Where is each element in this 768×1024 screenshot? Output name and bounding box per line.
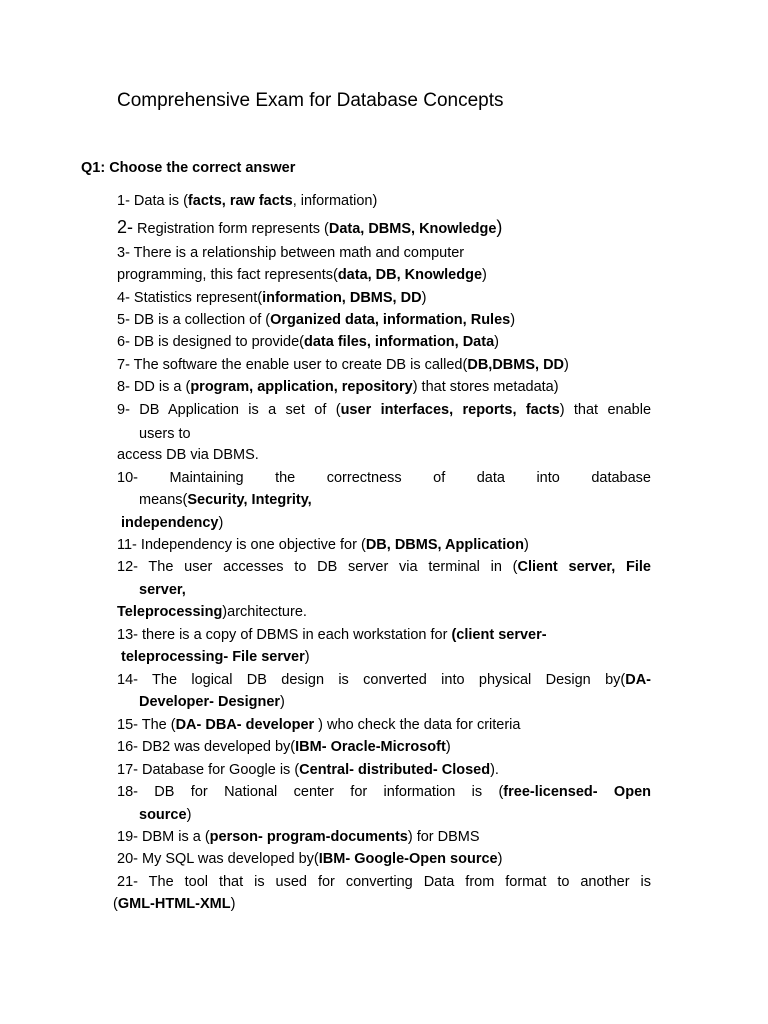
- line-text: ): [445, 739, 451, 755]
- question-line: [117, 469, 651, 487]
- question-line: [117, 446, 259, 464]
- line-text: 1- Data is (: [117, 193, 188, 209]
- question-line: [117, 738, 451, 756]
- answer-options: IBM- Oracle-Microsoft: [295, 739, 446, 755]
- question-line: [117, 536, 529, 554]
- answer-options: Organized data, information, Rules: [270, 312, 511, 328]
- line-text: ): [482, 267, 487, 283]
- line-text: 3- There is a relationship between math and computer: [117, 245, 465, 261]
- answer-options: DB, DBMS, Application: [365, 537, 524, 553]
- line-text: 18- DB for National center for information is (: [117, 784, 504, 800]
- line-text: 5- DB is a collection of (: [117, 312, 271, 328]
- line-text: ) who check the data for criteria: [314, 717, 521, 733]
- question-line: [117, 783, 651, 801]
- question-line: [117, 244, 464, 262]
- line-text: ): [523, 537, 529, 553]
- section-heading: Q1: Choose the correct answer: [81, 160, 296, 176]
- line-text: 20- My SQL was developed by(: [117, 851, 319, 867]
- answer-options: data, DB, Knowledge: [337, 267, 483, 283]
- question-line: [117, 626, 547, 644]
- answer-options: Client server, File: [517, 559, 651, 575]
- question-line: [113, 895, 235, 913]
- answer-options: Central- distributed- Closed: [299, 762, 491, 778]
- question-line: [117, 850, 502, 868]
- line-text: 10- Maintaining the correctness of data into database: [117, 470, 651, 486]
- line-text: 16- DB2 was developed by(: [117, 739, 296, 755]
- line-text: ) for DBMS: [407, 829, 480, 845]
- answer-options: DA-: [625, 672, 651, 688]
- answer-options: server,: [139, 582, 186, 598]
- answer-options: facts, raw facts: [187, 193, 293, 209]
- answer-options: Data, DBMS, Knowledge: [328, 221, 497, 237]
- line-text: 15- The (: [117, 717, 176, 733]
- line-text: 7- The software the enable user to create DB is called(: [117, 357, 468, 373]
- answer-options: user interfaces, reports, facts: [340, 402, 560, 418]
- line-text: 13- there is a copy of DBMS in each workstation for: [117, 627, 452, 643]
- line-text: (: [113, 896, 118, 912]
- answer-options: data files, information, Data: [304, 334, 495, 350]
- line-text: )architecture.: [222, 604, 307, 620]
- answer-options: Security, Integrity,: [187, 492, 312, 508]
- answer-options: DB,DBMS, DD: [467, 357, 565, 373]
- question-line: [139, 581, 186, 599]
- line-text: access DB via DBMS.: [117, 447, 259, 463]
- line-text: ) that stores metadata): [412, 379, 559, 395]
- answer-options: DA- DBA- developer: [175, 717, 315, 733]
- line-text: ): [510, 312, 516, 328]
- question-line: [117, 266, 487, 284]
- line-text: 9- DB Application is a set of (: [117, 402, 341, 418]
- question-line: [117, 192, 377, 210]
- line-text: users to: [139, 426, 191, 442]
- question-line: [117, 289, 426, 307]
- question-line: [121, 514, 223, 532]
- line-text: ): [494, 334, 499, 350]
- question-line: [117, 558, 651, 576]
- question-line: [117, 311, 515, 329]
- line-text: ): [230, 896, 236, 912]
- answer-options: program, application, repository: [190, 379, 413, 395]
- answer-options: information, DBMS, DD: [262, 290, 422, 306]
- line-text: programming, this fact represents(: [117, 267, 338, 283]
- line-text: ): [497, 851, 503, 867]
- answer-options: GML-HTML-XML: [117, 896, 231, 912]
- line-text: 17- Database for Google is (: [117, 762, 300, 778]
- line-text: ): [280, 694, 285, 710]
- answer-options: (client server-: [451, 627, 547, 643]
- question-line: [117, 333, 499, 351]
- line-text: 8- DD is a (: [117, 379, 191, 395]
- question-line: [117, 761, 499, 779]
- line-text: ).: [490, 762, 499, 778]
- line-text: 2-: [117, 217, 134, 237]
- question-line: [121, 648, 310, 666]
- question-line: [117, 218, 502, 238]
- line-text: means(: [139, 492, 188, 508]
- line-text: 19- DBM is a (: [117, 829, 210, 845]
- question-line: [117, 671, 651, 689]
- question-line: [139, 491, 312, 509]
- line-text: ): [218, 515, 224, 531]
- answer-options: source: [139, 807, 187, 823]
- line-text: 11- Independency is one objective for (: [117, 537, 366, 553]
- question-line: [139, 425, 191, 443]
- question-line: [139, 693, 285, 711]
- line-text: ): [304, 649, 310, 665]
- line-text: ): [186, 807, 192, 823]
- question-line: [117, 828, 480, 846]
- line-text: 21- The tool that is used for converting Data from format to another is: [117, 874, 651, 890]
- question-line: [117, 603, 307, 621]
- answer-options: person- program-documents: [209, 829, 408, 845]
- line-text: 4- Statistics represent(: [117, 290, 263, 306]
- question-line: [117, 716, 520, 734]
- question-line: [117, 873, 651, 891]
- question-line: [117, 356, 569, 374]
- page-title: Comprehensive Exam for Database Concepts: [117, 90, 504, 111]
- line-text: 14- The logical DB design is converted into physical Design by(: [117, 672, 626, 688]
- line-text: ): [421, 290, 427, 306]
- answer-options: independency: [121, 515, 219, 531]
- answer-options: IBM- Google-Open source: [318, 851, 498, 867]
- question-line: [117, 378, 559, 396]
- line-text: 12- The user accesses to DB server via terminal in (: [117, 559, 518, 575]
- line-text: , information): [292, 193, 378, 209]
- line-text: ): [564, 357, 569, 373]
- question-line: [139, 806, 191, 824]
- question-line: [117, 401, 651, 419]
- line-text: 6- DB is designed to provide(: [117, 334, 304, 350]
- line-text: ): [496, 217, 503, 237]
- line-text: Registration form represents (: [133, 221, 329, 237]
- answer-options: free-licensed- Open: [503, 784, 651, 800]
- answer-options: Teleprocessing: [117, 604, 223, 620]
- answer-options: teleprocessing- File server: [121, 649, 305, 665]
- answer-options: Developer- Designer: [139, 694, 281, 710]
- line-text: ) that enable: [559, 402, 652, 418]
